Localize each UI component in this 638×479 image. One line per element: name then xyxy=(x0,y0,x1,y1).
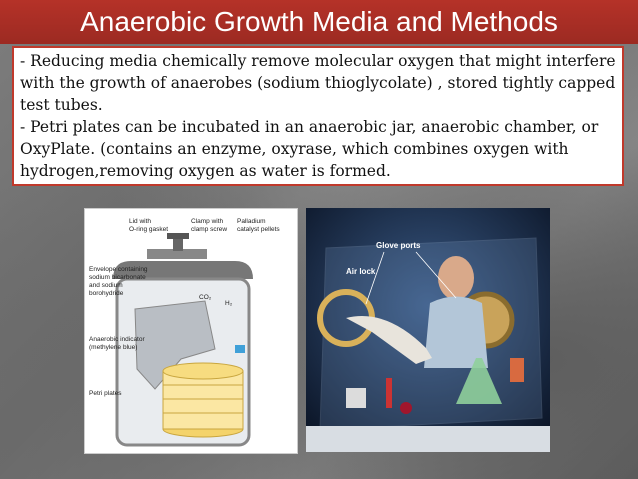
label-palladium: Palladium xyxy=(237,218,266,225)
label-co2: CO₂ xyxy=(199,294,212,301)
anaerobic-jar-diagram xyxy=(84,208,298,454)
label-glove-ports: Glove ports xyxy=(376,241,421,250)
label-envelope-2: sodium bicarbonate xyxy=(89,274,146,281)
description-box xyxy=(12,46,624,186)
label-indicator-2: (methylene blue) xyxy=(89,344,138,351)
methylene-blue-indicator xyxy=(235,345,245,353)
label-envelope: Envelope containing xyxy=(89,266,148,273)
test-tube xyxy=(386,378,392,408)
label-lid-2: O-ring gasket xyxy=(129,226,169,233)
anaerobic-chamber-photo xyxy=(306,208,550,452)
petri-plates-stack xyxy=(163,363,243,437)
label-envelope-4: borohydride xyxy=(89,290,124,297)
label-h2: H₂ xyxy=(225,300,233,307)
bench xyxy=(306,426,550,452)
bullet-petri-plates: - Petri plates can be incubated in an anaerobic jar, anaerobic chamber, or OxyPlate. (contains an enzyme, oxyrase, which combines oxygen with hydrogen,removing oxygen as water is formed. xyxy=(20,118,599,180)
label-clamp: Clamp with xyxy=(191,218,224,225)
label-petri-plates: Petri plates xyxy=(89,390,122,397)
label-palladium-2: catalyst pellets xyxy=(237,226,280,233)
label-clamp-2: clamp screw xyxy=(191,226,228,233)
slide-title: Anaerobic Growth Media and Methods xyxy=(0,0,638,44)
label-air-lock: Air lock xyxy=(346,267,376,276)
label-indicator: Anaerobic indicator xyxy=(89,336,145,343)
scientist xyxy=(438,256,474,300)
label-envelope-3: and sodium xyxy=(89,282,123,289)
label-lid: Lid with xyxy=(129,218,152,225)
bullet-reducing-media: - Reducing media chemically remove molecular oxygen that might interfere with the growth of anaerobes (sodium thioglycolate) , stored tightly capped test tubes. xyxy=(20,52,616,114)
